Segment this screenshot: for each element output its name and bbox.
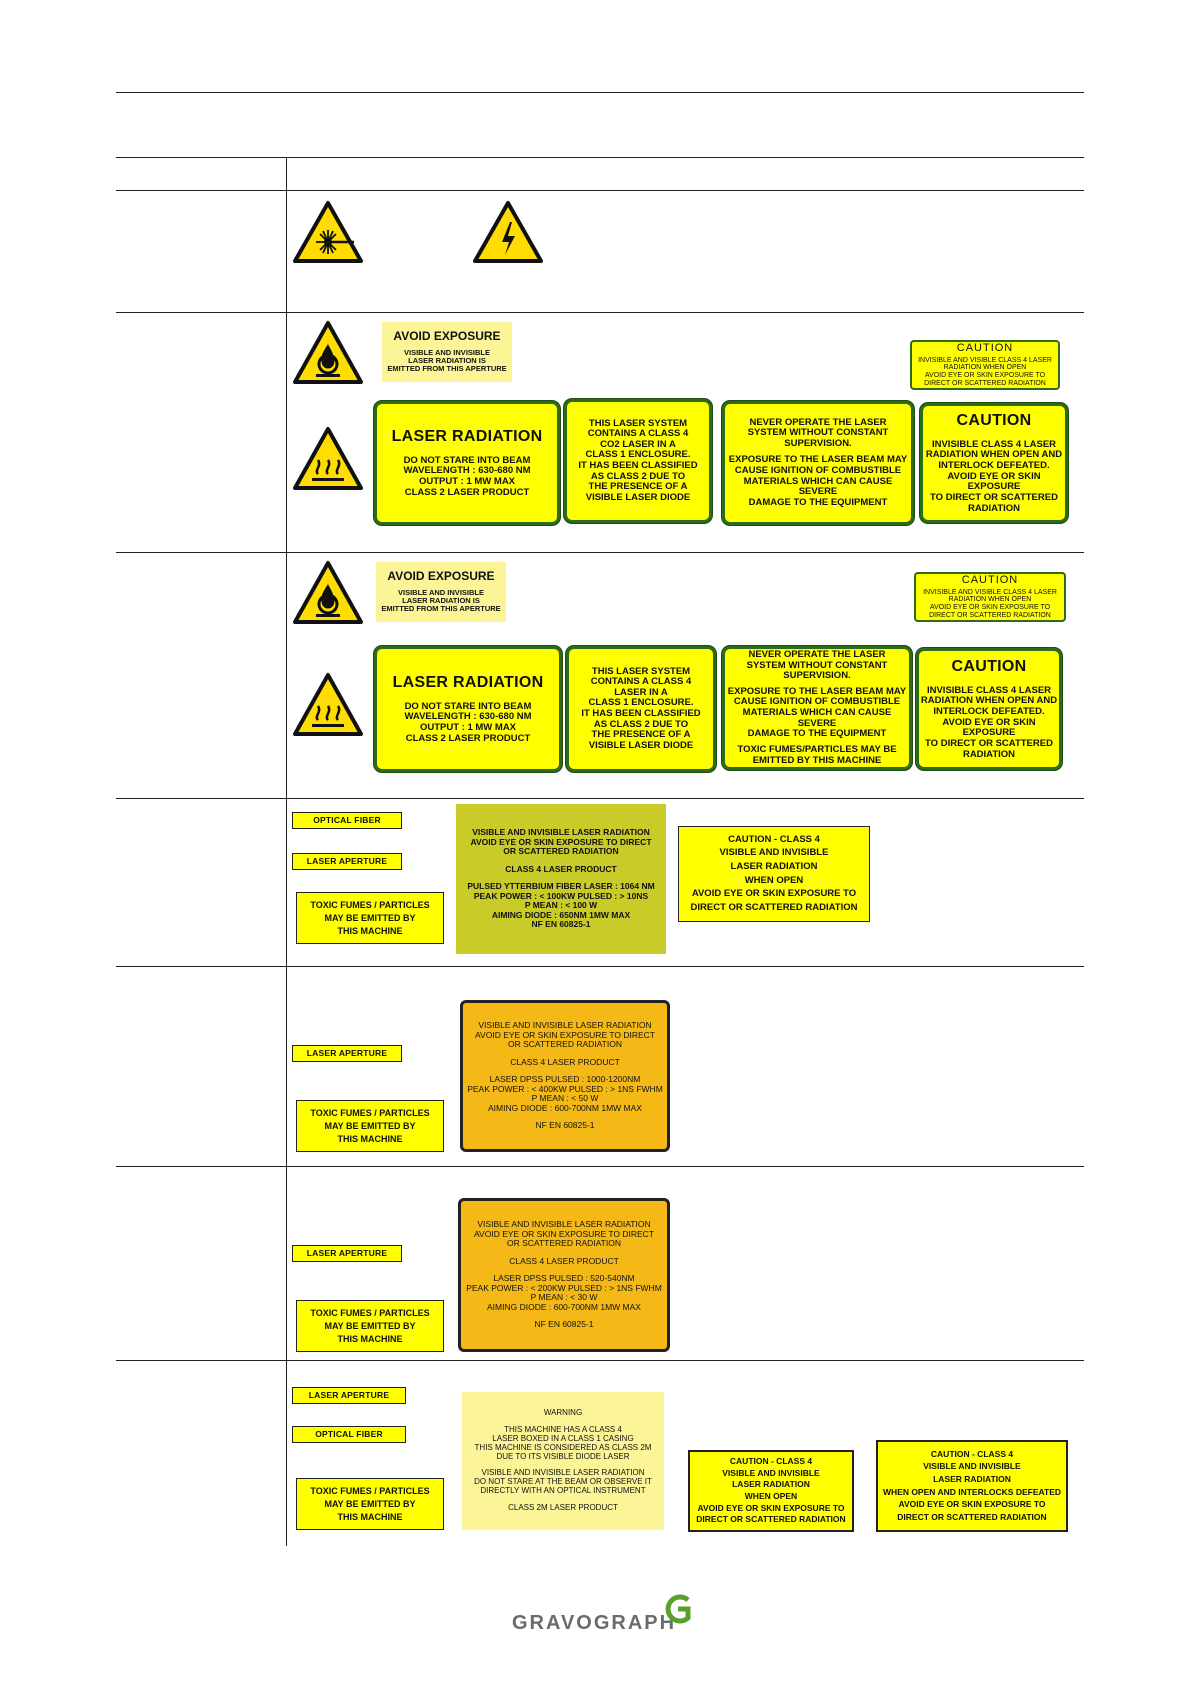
label-line: RADIATION WHEN OPEN bbox=[948, 596, 1032, 604]
label-line: TOXIC FUMES / PARTICLES bbox=[310, 1107, 430, 1118]
label-title: LASER RADIATION bbox=[391, 427, 543, 445]
label-line: NF EN 60825-1 bbox=[531, 919, 591, 930]
toxic-fumes-label bbox=[296, 1478, 444, 1530]
label-line: DIRECT OR SCATTERED RADIATION bbox=[696, 1514, 846, 1525]
label-line: OR SCATTERED RADIATION bbox=[508, 1039, 622, 1050]
row-rule bbox=[116, 1166, 1084, 1167]
label-line: P MEAN : < 30 W bbox=[530, 1292, 598, 1303]
label-line: THE PRESENCE OF A bbox=[588, 481, 688, 493]
label-line: WARNING bbox=[543, 1407, 583, 1417]
label-line: IT HAS BEEN CLASSIFIED bbox=[581, 708, 701, 719]
optical-fiber-label bbox=[292, 812, 402, 829]
label-line: IT HAS BEEN CLASSIFIED bbox=[578, 460, 698, 471]
label-line: VISIBLE AND INVISIBLE bbox=[722, 1467, 820, 1478]
row-rule bbox=[116, 312, 1084, 313]
label-line: AIMING DIODE : 650NM 1MW MAX bbox=[491, 909, 631, 920]
brand-logo-icon bbox=[664, 1594, 692, 1624]
label-line: CO2 LASER IN A bbox=[600, 438, 676, 450]
label-line: WHEN OPEN AND INTERLOCKS DEFEATED bbox=[882, 1486, 1062, 1497]
label-line: THIS LASER SYSTEM bbox=[588, 417, 688, 429]
label-line: CLASS 4 LASER PRODUCT bbox=[509, 1255, 619, 1266]
label-line: THIS MACHINE bbox=[337, 1334, 403, 1345]
toxic-fumes-label bbox=[296, 892, 444, 944]
laser-aperture-label bbox=[292, 1045, 402, 1062]
label-text: OPTICAL FIBER bbox=[315, 1428, 383, 1439]
label-line: CAUSE IGNITION OF COMBUSTIBLE bbox=[734, 465, 902, 476]
label-line: THIS MACHINE bbox=[337, 1134, 403, 1145]
label-line: VISIBLE AND INVISIBLE LASER RADIATION bbox=[478, 1020, 652, 1031]
label-line: VISIBLE LASER DIODE bbox=[585, 491, 691, 503]
laser-radiation-label bbox=[374, 401, 560, 525]
label-line: INVISIBLE AND VISIBLE CLASS 4 LASER bbox=[923, 588, 1057, 596]
caution-small-label bbox=[910, 340, 1060, 390]
fire-hazard-icon bbox=[292, 320, 364, 386]
label-line: AVOID EYE OR SKIN EXPOSURE TO bbox=[697, 1502, 845, 1513]
label-line: AVOID EYE OR SKIN EXPOSURE TO bbox=[691, 888, 857, 900]
hot-surface-icon bbox=[292, 672, 364, 738]
label-line: VISIBLE AND INVISIBLE bbox=[719, 847, 829, 859]
label-line: LASER RADIATION IS bbox=[402, 596, 480, 606]
label-text: LASER APERTURE bbox=[308, 1389, 390, 1400]
label-text: LASER APERTURE bbox=[306, 1047, 388, 1058]
label-line: DO NOT STARE AT THE BEAM OR OBSERVE IT bbox=[474, 1477, 652, 1487]
label-line: VISIBLE AND INVISIBLE bbox=[398, 587, 484, 597]
label-line: OR SCATTERED RADIATION bbox=[507, 1238, 621, 1249]
header-rule bbox=[116, 157, 1084, 158]
electric-hazard-icon bbox=[472, 200, 544, 264]
label-line: MAY BE EMITTED BY bbox=[324, 1120, 416, 1131]
label-line: LASER DPSS PULSED : 1000-1200NM bbox=[489, 1074, 641, 1085]
label-line: AS CLASS 2 DUE TO bbox=[593, 718, 689, 730]
laser-aperture-label bbox=[292, 853, 402, 870]
label-line: VISIBLE AND INVISIBLE LASER RADIATION bbox=[481, 1468, 645, 1478]
warning-class2m-label bbox=[462, 1392, 664, 1530]
label-line: THIS MACHINE HAS A CLASS 4 bbox=[504, 1424, 622, 1434]
label-line: THE PRESENCE OF A bbox=[591, 729, 691, 741]
label-line: INTERLOCK DEFEATED. bbox=[933, 706, 1045, 718]
label-text: OPTICAL FIBER bbox=[313, 814, 381, 825]
label-line: NEVER OPERATE THE LASER bbox=[748, 648, 886, 660]
label-line: INVISIBLE AND VISIBLE CLASS 4 LASER bbox=[918, 356, 1052, 364]
label-title: CAUTION bbox=[951, 657, 1027, 675]
toxic-fumes-label bbox=[296, 1100, 444, 1152]
label-line: LASER RADIATION bbox=[730, 860, 818, 872]
row-rule bbox=[116, 798, 1084, 799]
label-line: VISIBLE AND INVISIBLE LASER RADIATION bbox=[477, 1219, 651, 1230]
label-line: INTERLOCK DEFEATED. bbox=[938, 460, 1050, 472]
label-line: SUPERVISION. bbox=[784, 437, 852, 449]
label-title: CAUTION bbox=[956, 342, 1014, 355]
laser-aperture-label bbox=[292, 1387, 406, 1404]
label-line: DIRECTLY WITH AN OPTICAL INSTRUMENT bbox=[480, 1486, 646, 1496]
label-line: DAMAGE TO THE EQUIPMENT bbox=[747, 728, 887, 740]
never-operate-label bbox=[722, 401, 914, 525]
label-line: OUTPUT : 1 MW MAX bbox=[419, 721, 517, 733]
dpss-ir-product-label bbox=[460, 1000, 670, 1152]
label-line: VISIBLE AND INVISIBLE LASER RADIATION bbox=[472, 827, 650, 838]
label-line: LASER DPSS PULSED : 520-540NM bbox=[493, 1273, 635, 1284]
label-line: TOXIC FUMES / PARTICLES bbox=[310, 899, 430, 910]
label-line: MATERIALS WHICH CAN CAUSE SEVERE bbox=[743, 475, 893, 498]
label-line: THIS MACHINE IS CONSIDERED AS CLASS 2M bbox=[474, 1442, 652, 1452]
caution-class4-label bbox=[678, 826, 870, 922]
column-rule bbox=[286, 157, 287, 1546]
label-line: AVOID EYE OR SKIN EXPOSURE TO bbox=[898, 1499, 1046, 1510]
dpss-green-product-label bbox=[458, 1198, 670, 1352]
avoid-exposure-label bbox=[382, 322, 512, 382]
label-line: TOXIC FUMES / PARTICLES bbox=[310, 1307, 430, 1318]
row-rule bbox=[116, 1360, 1084, 1361]
label-line: DO NOT STARE INTO BEAM bbox=[403, 454, 531, 466]
label-line: EMITTED FROM THIS APERTURE bbox=[387, 364, 507, 374]
label-line: AVOID EYE OR SKIN EXPOSURE TO bbox=[929, 604, 1051, 612]
brand-logo-text: GRAVOGRAPH bbox=[512, 1612, 677, 1634]
toxic-fumes-label bbox=[296, 1300, 444, 1352]
label-line: CAUTION - CLASS 4 bbox=[930, 1448, 1014, 1459]
label-line: CLASS 2M LASER PRODUCT bbox=[508, 1503, 618, 1513]
label-line: MAY BE EMITTED BY bbox=[324, 1320, 416, 1331]
label-line: EMITTED FROM THIS APERTURE bbox=[381, 604, 501, 614]
avoid-exposure-title: AVOID EXPOSURE bbox=[393, 329, 501, 344]
label-line: RADIATION bbox=[962, 748, 1016, 760]
label-line: WAVELENGTH : 630-680 NM bbox=[403, 465, 531, 477]
label-title: AVOID EXPOSURE bbox=[387, 569, 495, 584]
label-line: SUPERVISION. bbox=[783, 670, 851, 682]
label-line: CAUTION - CLASS 4 bbox=[728, 833, 820, 845]
label-line: AVOID EYE OR SKIN EXPOSURE TO bbox=[924, 372, 1046, 380]
label-line: CAUSE IGNITION OF COMBUSTIBLE bbox=[733, 696, 901, 708]
label-line: OR SCATTERED RADIATION bbox=[503, 846, 619, 857]
label-line: DIRECT OR SCATTERED RADIATION bbox=[690, 901, 858, 913]
laser-aperture-label bbox=[292, 1245, 402, 1262]
label-line: INVISIBLE CLASS 4 LASER bbox=[931, 438, 1057, 450]
label-line: VISIBLE LASER DIODE bbox=[588, 739, 694, 751]
caution-class4-label bbox=[688, 1450, 854, 1532]
label-line: THIS MACHINE bbox=[337, 1512, 403, 1523]
label-line: PEAK POWER : < 200KW PULSED : > 1NS FWHM bbox=[466, 1282, 662, 1293]
label-text: LASER APERTURE bbox=[306, 855, 388, 866]
label-line: VISIBLE AND INVISIBLE bbox=[923, 1461, 1021, 1472]
label-line: LASER RADIATION bbox=[933, 1473, 1011, 1484]
label-line: AVOID EYE OR SKIN EXPOSURE TO DIRECT bbox=[475, 1029, 655, 1040]
label-line: EXPOSURE TO THE LASER BEAM MAY bbox=[727, 685, 907, 697]
label-line: P MEAN : < 50 W bbox=[531, 1093, 599, 1104]
never-operate-fumes-label bbox=[722, 646, 912, 770]
label-line: WAVELENGTH : 630-680 NM bbox=[404, 711, 532, 723]
laser-hazard-icon bbox=[292, 200, 364, 264]
label-line: AVOID EYE OR SKIN EXPOSURE TO DIRECT bbox=[470, 836, 652, 847]
label-line: LASER RADIATION bbox=[732, 1479, 810, 1490]
label-line: CLASS 1 ENCLOSURE. bbox=[588, 697, 694, 709]
label-line: TOXIC FUMES/PARTICLES MAY BE bbox=[737, 743, 897, 755]
label-line: SYSTEM WITHOUT CONSTANT bbox=[747, 427, 889, 439]
fiber-laser-product-label bbox=[456, 804, 666, 954]
class4-enclosure-label bbox=[564, 399, 712, 523]
label-line: EMITTED BY THIS MACHINE bbox=[752, 754, 882, 766]
label-line: CONTAINS A CLASS 4 bbox=[587, 428, 689, 440]
label-line: THIS MACHINE bbox=[337, 926, 403, 937]
label-line: AVOID EYE OR SKIN EXPOSURE bbox=[947, 470, 1041, 493]
label-title: CAUTION bbox=[956, 411, 1032, 429]
label-line: AIMING DIODE : 600-700NM 1MW MAX bbox=[487, 1301, 641, 1312]
caution-interlocks-label bbox=[876, 1440, 1068, 1532]
label-line: VISIBLE AND INVISIBLE bbox=[404, 347, 490, 357]
label-line: SYSTEM WITHOUT CONSTANT bbox=[746, 659, 888, 671]
label-line: RADIATION WHEN OPEN bbox=[943, 364, 1027, 372]
top-rule bbox=[116, 92, 1084, 93]
label-line: OUTPUT : 1 MW MAX bbox=[418, 475, 516, 487]
label-line: RADIATION WHEN OPEN AND bbox=[925, 449, 1063, 461]
caution-small-label bbox=[914, 572, 1066, 622]
label-line: MATERIALS WHICH CAN CAUSE SEVERE bbox=[742, 707, 892, 729]
label-title: LASER RADIATION bbox=[392, 673, 544, 691]
label-text: LASER APERTURE bbox=[306, 1247, 388, 1258]
label-line: CLASS 4 LASER PRODUCT bbox=[505, 863, 617, 874]
caution-interlock-label bbox=[920, 403, 1068, 523]
label-line: NF EN 60825-1 bbox=[534, 1319, 594, 1330]
label-line: DO NOT STARE INTO BEAM bbox=[404, 700, 532, 712]
label-line: THIS LASER SYSTEM bbox=[591, 665, 691, 677]
laser-radiation-label bbox=[374, 646, 562, 772]
label-line: DIRECT OR SCATTERED RADIATION bbox=[929, 611, 1051, 619]
label-line: WHEN OPEN bbox=[744, 1491, 798, 1501]
label-line: LASER RADIATION IS bbox=[408, 356, 486, 366]
label-line: TO DIRECT OR SCATTERED bbox=[930, 491, 1058, 503]
label-line: CLASS 2 LASER PRODUCT bbox=[404, 486, 530, 498]
label-title: CAUTION bbox=[961, 574, 1019, 587]
label-line: NEVER OPERATE THE LASER bbox=[749, 416, 887, 428]
label-line: MAY BE EMITTED BY bbox=[324, 912, 416, 923]
row-rule bbox=[116, 552, 1084, 553]
label-line: CLASS 2 LASER PRODUCT bbox=[405, 732, 531, 744]
label-line: CONTAINS A CLASS 4 bbox=[590, 676, 692, 688]
label-line: AVOID EYE OR SKIN EXPOSURE TO DIRECT bbox=[474, 1228, 654, 1239]
row-rule bbox=[116, 190, 1084, 191]
label-line: AS CLASS 2 DUE TO bbox=[590, 470, 686, 482]
label-line: PEAK POWER : < 100KW PULSED : > 10NS bbox=[473, 890, 649, 901]
optical-fiber-label bbox=[292, 1426, 406, 1443]
label-line: EXPOSURE TO THE LASER BEAM MAY bbox=[728, 454, 908, 466]
fire-hazard-icon bbox=[292, 560, 364, 626]
label-line: LASER IN A bbox=[614, 686, 668, 698]
avoid-exposure-label bbox=[376, 562, 506, 622]
label-line: DIRECT OR SCATTERED RADIATION bbox=[897, 1511, 1047, 1522]
caution-interlock-label bbox=[916, 648, 1062, 770]
class4-enclosure-label bbox=[566, 646, 716, 772]
label-line: WHEN OPEN bbox=[744, 874, 804, 886]
label-line: PEAK POWER : < 400KW PULSED : > 1NS FWHM bbox=[467, 1083, 663, 1094]
label-line: MAY BE EMITTED BY bbox=[324, 1498, 416, 1509]
label-line: DUE TO ITS VISIBLE DIODE LASER bbox=[496, 1451, 630, 1461]
label-line: INVISIBLE CLASS 4 LASER bbox=[926, 684, 1052, 696]
row-rule bbox=[116, 966, 1084, 967]
label-line: RADIATION WHEN OPEN AND bbox=[920, 695, 1058, 707]
label-line: RADIATION bbox=[967, 502, 1021, 514]
label-line: LASER BOXED IN A CLASS 1 CASING bbox=[492, 1433, 634, 1443]
label-line: DIRECT OR SCATTERED RADIATION bbox=[924, 379, 1046, 387]
label-line: NF EN 60825-1 bbox=[535, 1120, 595, 1131]
label-line: P MEAN : < 100 W bbox=[524, 900, 598, 911]
label-line: TOXIC FUMES / PARTICLES bbox=[310, 1485, 430, 1496]
label-line: CLASS 1 ENCLOSURE. bbox=[585, 449, 691, 461]
label-line: CAUTION - CLASS 4 bbox=[729, 1456, 813, 1467]
label-line: AIMING DIODE : 600-700NM 1MW MAX bbox=[488, 1102, 642, 1113]
label-line: AVOID EYE OR SKIN EXPOSURE bbox=[942, 716, 1036, 739]
label-line: TO DIRECT OR SCATTERED bbox=[925, 737, 1053, 749]
label-line: DAMAGE TO THE EQUIPMENT bbox=[748, 496, 888, 508]
label-line: PULSED YTTERBIUM FIBER LASER : 1064 NM bbox=[467, 881, 655, 892]
hot-surface-icon bbox=[292, 426, 364, 492]
label-line: CLASS 4 LASER PRODUCT bbox=[510, 1056, 620, 1067]
